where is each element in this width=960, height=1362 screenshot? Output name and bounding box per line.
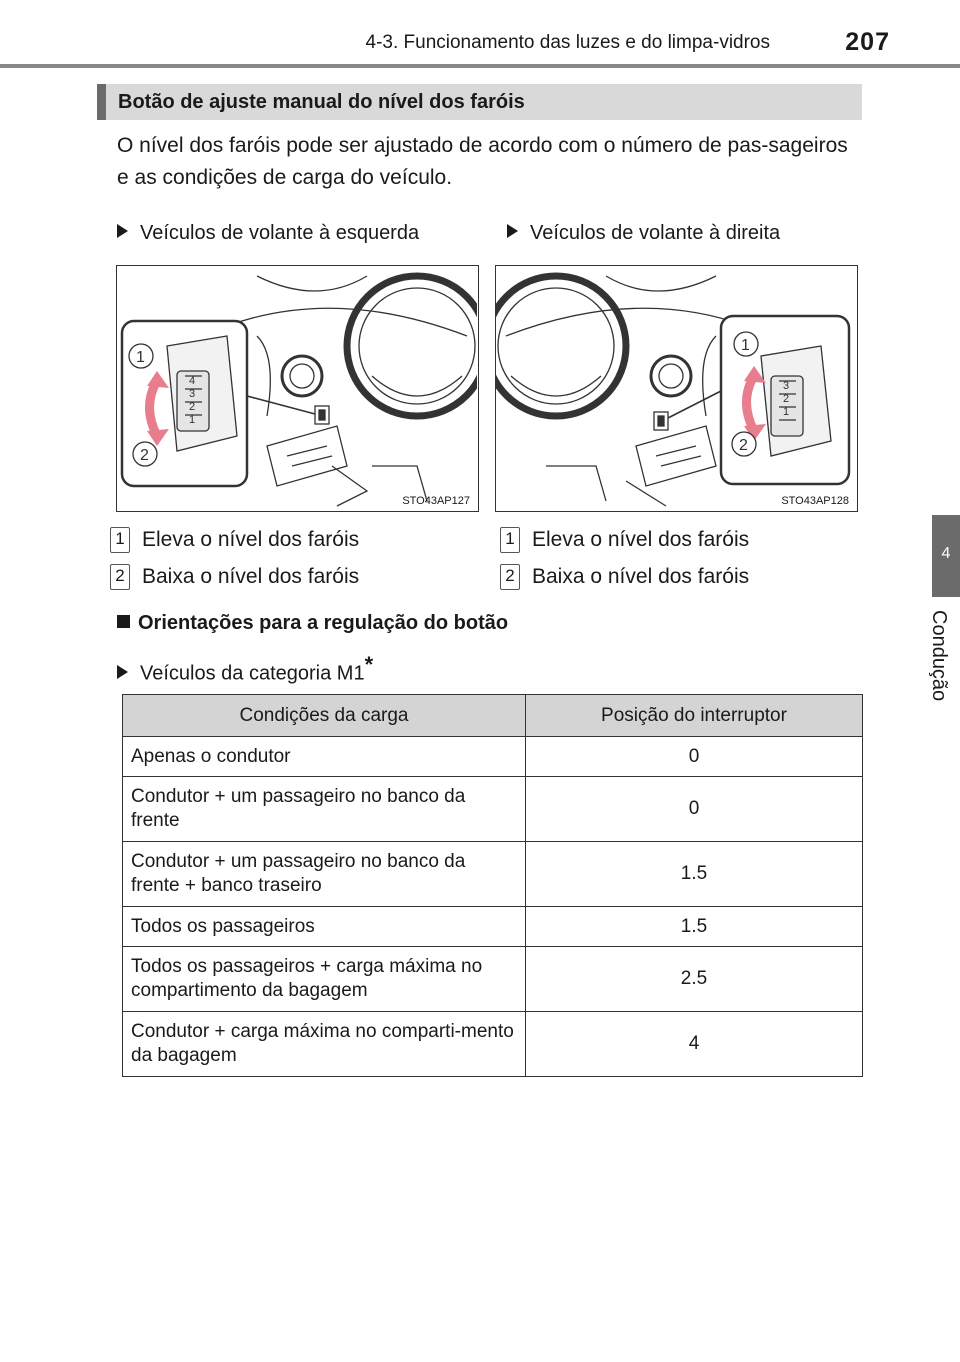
table-row [123,737,863,777]
legend-number: 2 [110,564,130,590]
legend-number: 2 [500,564,520,590]
legend-number: 1 [110,527,130,553]
svg-text:3: 3 [783,380,790,392]
svg-text:1: 1 [136,349,145,366]
position-cell: 0 [526,777,863,842]
table-row [123,907,863,947]
rhd-heading: Veículos de volante à direita [507,222,780,245]
condition-cell: Condutor + carga máxima no comparti-mento da bagagem [123,1012,526,1077]
table-row [123,1012,863,1077]
position-cell: 4 [526,1012,863,1077]
svg-text:2: 2 [739,437,748,454]
position-cell: 2.5 [526,947,863,1012]
svg-text:1: 1 [189,414,196,426]
condition-cell: Condutor + um passageiro no banco da frente + banco traseiro [123,842,526,907]
position-cell: 1.5 [526,907,863,947]
triangle-bullet-icon [117,224,128,238]
position-cell: 0 [526,737,863,777]
svg-text:4: 4 [189,375,196,387]
table-row [123,947,863,1012]
legend-item: 1 Eleva o nível dos faróis [110,527,359,553]
triangle-bullet-icon [117,665,128,679]
legend-item: 1 Eleva o nível dos faróis [500,527,749,553]
category-heading: Veículos da categoria M1* [117,652,373,686]
svg-text:1: 1 [783,406,790,418]
svg-text:3: 3 [189,388,196,400]
condition-cell: Todos os passageiros [123,907,526,947]
figure-code: STO43AP128 [781,495,849,507]
section-title-box [97,84,862,120]
condition-cell: Condutor + um passageiro no banco da frente [123,777,526,842]
side-tab-label: Condução [928,610,950,702]
legend-item: 2 Baixa o nível dos faróis [500,564,749,590]
svg-text:1: 1 [741,337,750,354]
table-row [123,842,863,907]
side-tab-number: 4 [941,545,951,562]
svg-text:2: 2 [783,393,790,405]
position-cell: 1.5 [526,842,863,907]
page-number: 207 [845,28,890,56]
lhd-heading: Veículos de volante à esquerda [117,222,419,245]
chapter-title: 4-3. Funcionamento das luzes e do limpa-vidros [365,32,770,53]
legend-number: 1 [500,527,520,553]
dashboard-lhd-illustration [117,266,477,510]
load-conditions-table [122,694,863,1077]
legend-item: 2 Baixa o nível dos faróis [110,564,359,590]
condition-cell: Apenas o condutor [123,737,526,777]
guidance-heading: Orientações para a regulação do botão [117,612,508,635]
intro-paragraph: O nível dos faróis pode ser ajustado de acordo com o número de pas-sageiros e as condições de carga do veículo. [117,134,848,189]
square-bullet-icon [117,615,130,628]
header-rule [0,64,960,68]
svg-text:2: 2 [140,447,149,464]
table-header: Condições da carga [123,695,526,737]
table-row [123,777,863,842]
dashboard-rhd-illustration [496,266,856,510]
svg-text:2: 2 [189,401,196,413]
section-title: Botão de ajuste manual do nível dos faróis [118,91,525,113]
lhd-figure [116,265,479,512]
table-header: Posição do interruptor [526,695,863,737]
rhd-figure [495,265,858,512]
triangle-bullet-icon [507,224,518,238]
figure-code: STO43AP127 [402,495,470,507]
condition-cell: Todos os passageiros + carga máxima no compartimento da bagagem [123,947,526,1012]
